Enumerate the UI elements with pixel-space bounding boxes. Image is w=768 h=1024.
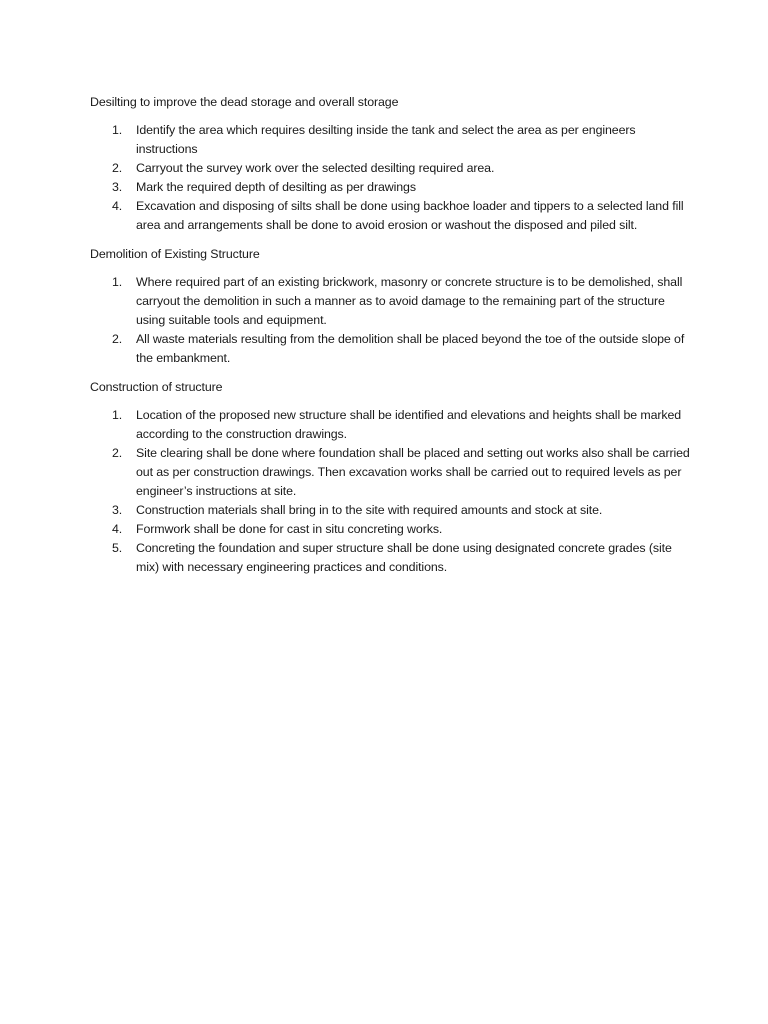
- list-item-text: Site clearing shall be done where foundation shall be placed and setting out works also shall be carried out as per construction drawings. Then excavation works shall be carried out to required levels as per engineer’s instructions at site.: [136, 446, 690, 498]
- section-heading: Demolition of Existing Structure: [90, 247, 260, 261]
- list-item-text: Excavation and disposing of silts shall be done using backhoe loader and tippers to a selected land fill area and arrangements shall be done to avoid erosion or washout the disposed and piled silt.: [136, 199, 684, 232]
- list-item: [90, 501, 690, 520]
- section-heading: Desilting to improve the dead storage and overall storage: [90, 95, 399, 109]
- list-item: [90, 444, 690, 501]
- list-number: 2.: [112, 332, 123, 346]
- list-item: [90, 121, 690, 159]
- list-item-text: Mark the required depth of desilting as per drawings: [136, 180, 416, 194]
- list-item-text: All waste materials resulting from the demolition shall be placed beyond the toe of the outside slope of the embankment.: [136, 332, 685, 365]
- list-number: 1.: [112, 123, 123, 137]
- list-number: 4.: [112, 522, 123, 536]
- section-desilting: [90, 93, 690, 235]
- list-item: [90, 406, 690, 444]
- list-number: 5.: [112, 541, 123, 555]
- list-item: [90, 539, 690, 577]
- section-construction: [90, 378, 690, 577]
- numbered-list: [90, 406, 690, 577]
- list-item-text: Construction materials shall bring in to the site with required amounts and stock at site.: [136, 503, 603, 517]
- document-body: [90, 93, 690, 587]
- section-heading: Construction of structure: [90, 380, 223, 394]
- section-demolition: [90, 245, 690, 368]
- list-number: 2.: [112, 161, 123, 175]
- list-item-text: Formwork shall be done for cast in situ concreting works.: [136, 522, 443, 536]
- list-number: 1.: [112, 275, 123, 289]
- list-item-text: Where required part of an existing brickwork, masonry or concrete structure is to be demolished, shall carryout the demolition in such a manner as to avoid damage to the remaining part of the structure using suitable tools and equipment.: [136, 275, 683, 327]
- list-item: [90, 197, 690, 235]
- list-number: 1.: [112, 408, 123, 422]
- numbered-list: [90, 121, 690, 235]
- list-item-text: Concreting the foundation and super structure shall be done using designated concrete grades (site mix) with necessary engineering practices and conditions.: [136, 541, 672, 574]
- list-number: 3.: [112, 180, 123, 194]
- list-item-text: Identify the area which requires desilting inside the tank and select the area as per engineers instructions: [136, 123, 636, 156]
- list-item: [90, 178, 690, 197]
- list-number: 2.: [112, 446, 123, 460]
- list-item: [90, 273, 690, 330]
- list-item: [90, 520, 690, 539]
- list-number: 4.: [112, 199, 123, 213]
- list-item-text: Carryout the survey work over the selected desilting required area.: [136, 161, 495, 175]
- list-item: [90, 159, 690, 178]
- list-item-text: Location of the proposed new structure shall be identified and elevations and heights shall be marked according to the construction drawings.: [136, 408, 682, 441]
- list-item: [90, 330, 690, 368]
- list-number: 3.: [112, 503, 123, 517]
- numbered-list: [90, 273, 690, 368]
